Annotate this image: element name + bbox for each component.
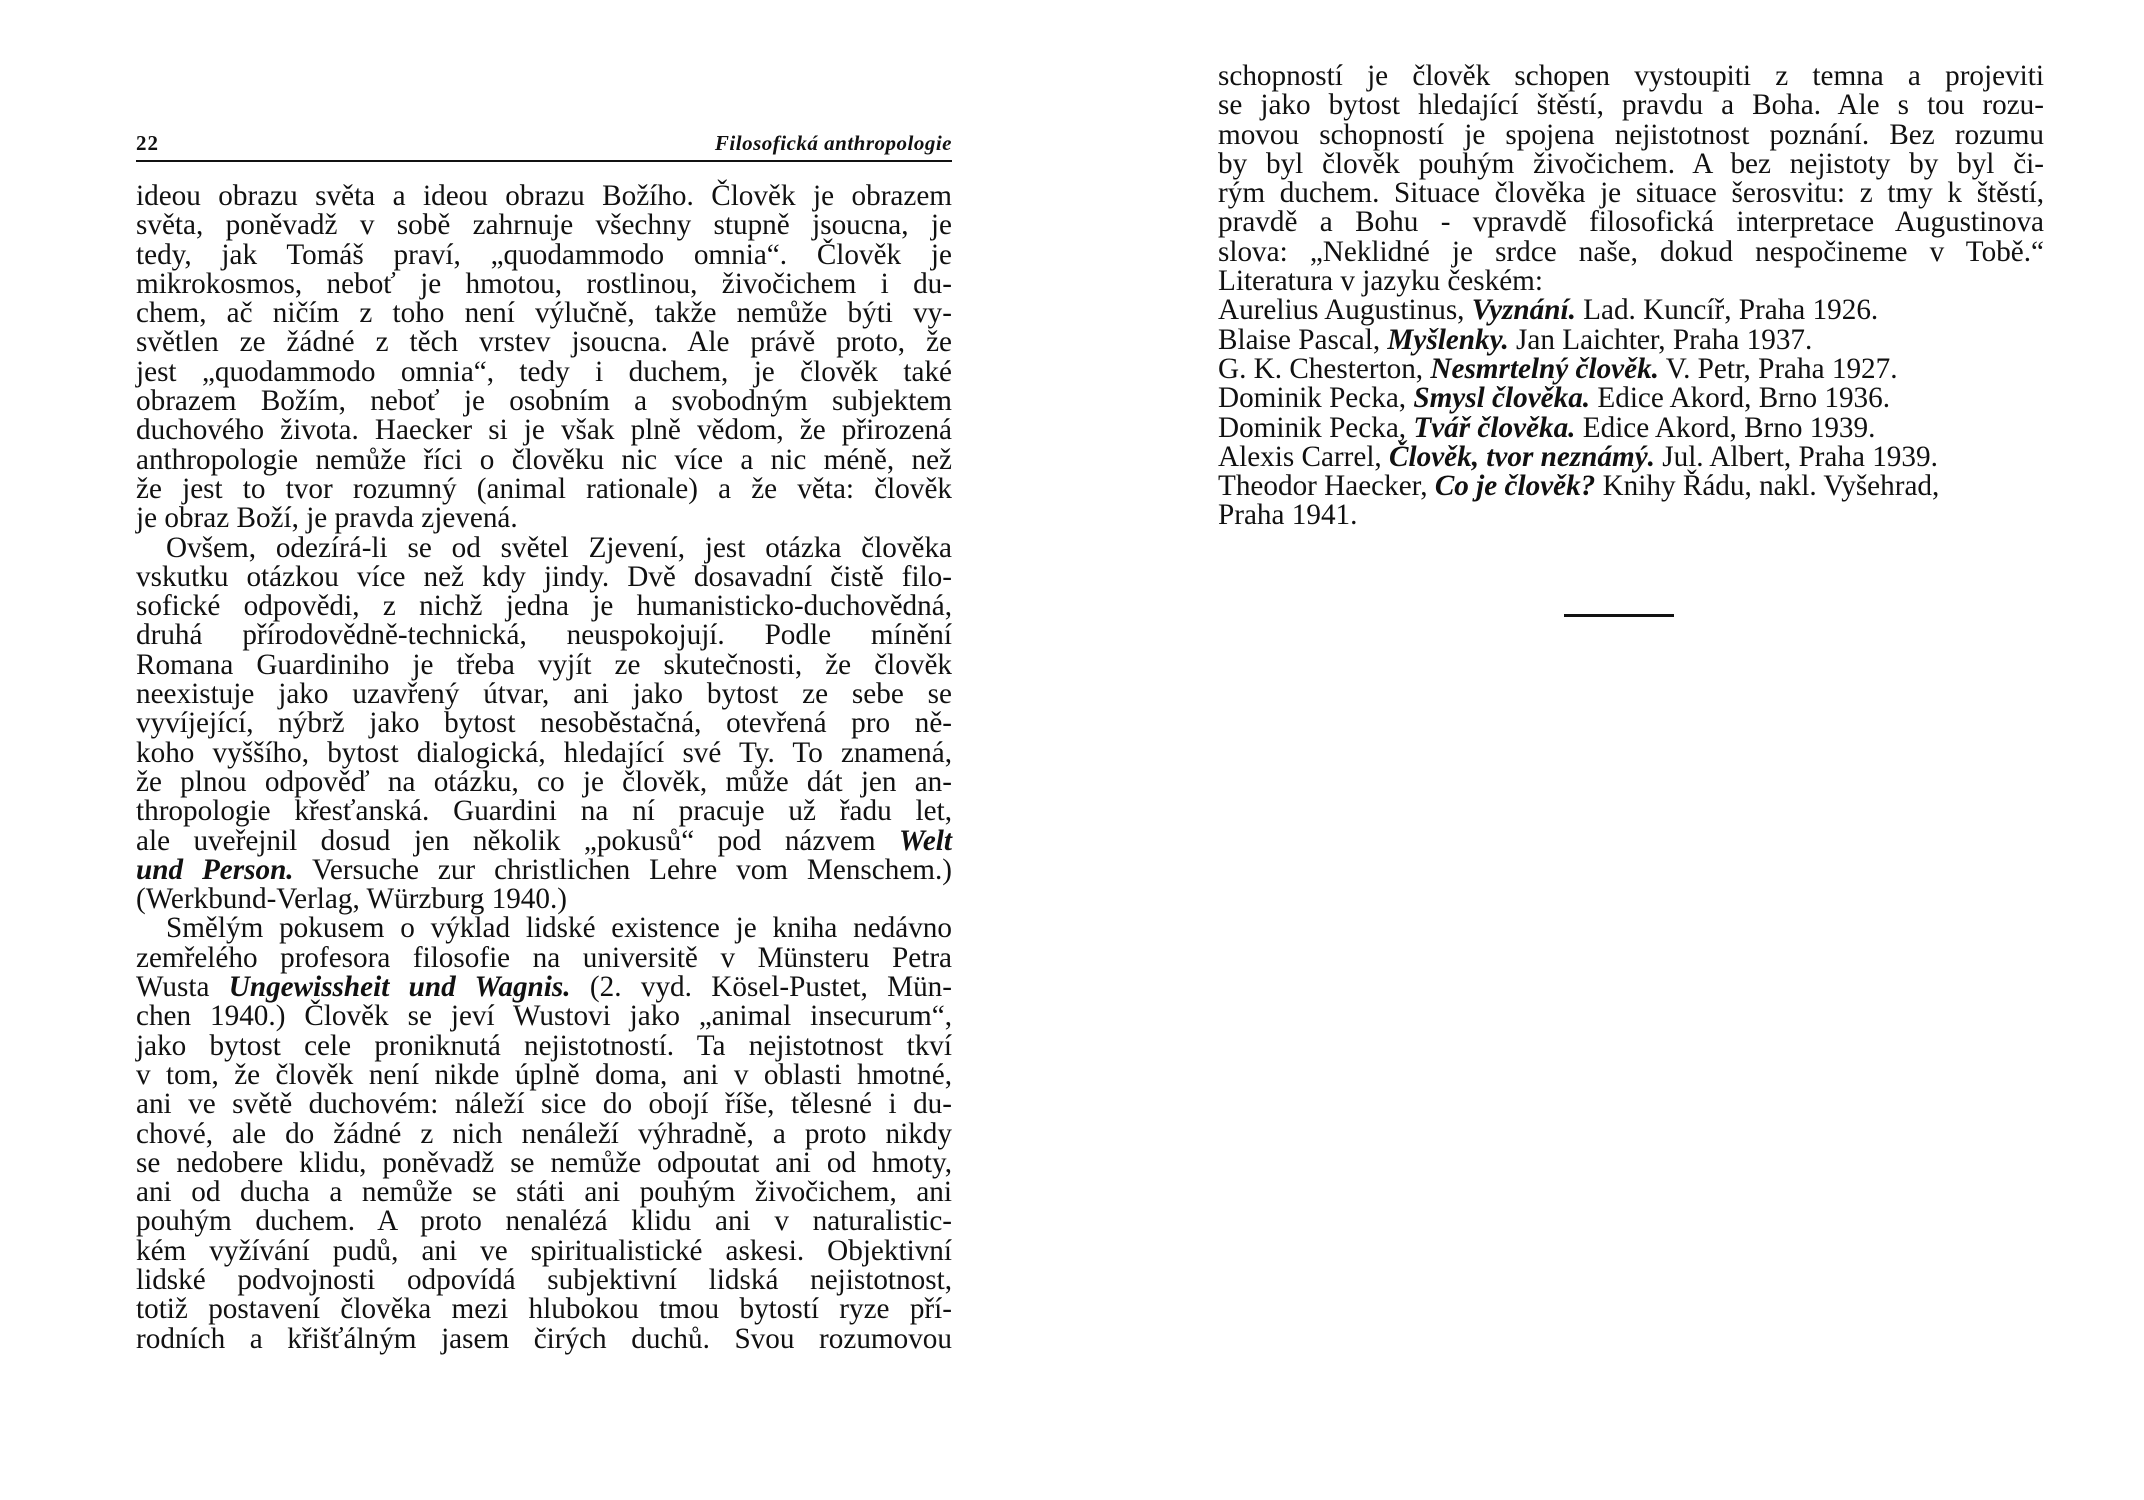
bibliography-entry: [1218, 411, 2044, 444]
bib-publisher: Lad. Kuncíř, Praha 1926.: [1575, 294, 1879, 327]
text-line: chem, ač ničím z toho není výlučně, takže nemůže býti vy-: [136, 297, 952, 330]
bib-publisher: Edice Akord, Brno 1936.: [1590, 382, 1891, 415]
bib-publisher: Jan Laichter, Praha 1937.: [1508, 323, 1813, 356]
text-line: tedy, jak Tomáš praví, „quodammodo omnia“. Člověk je: [136, 238, 952, 271]
text-line: druhá přírodovědně-technická, neuspokojují. Podle mínění: [136, 619, 952, 652]
text-line: že jest to tvor rozumný (animal rationale) a že věta: člověk: [136, 472, 952, 505]
text-line: vskutku otázkou více než kdy jindy. Dvě dosavadní čistě filo-: [136, 560, 952, 593]
bibliography-entry: [1218, 296, 2044, 325]
text-line: koho vyššího, bytost dialogická, hledající své Ty. To znamená,: [136, 736, 952, 769]
book-title-italic: Welt: [899, 824, 952, 857]
bibliography-entry: [1218, 440, 2044, 473]
bib-publisher: V. Petr, Praha 1927.: [1658, 352, 1898, 385]
text-line: Smělým pokusem o výklad lidské existence je kniha nedávno: [166, 912, 952, 945]
text-line: pouhým duchem. A proto nenalézá klidu ani v naturalistic-: [136, 1205, 952, 1238]
bib-author: Aurelius Augustinus,: [1218, 294, 1472, 327]
bib-publisher: Knihy Řádu, nakl. Vyšehrad,: [1595, 470, 1940, 503]
bib-title: Co je člověk?: [1434, 470, 1596, 503]
book-title-italic: Ungewissheit und Wagnis.: [228, 971, 571, 1004]
text-segment: Versuche zur christlichen Lehre vom Menschem.): [293, 853, 952, 886]
text-line: by byl člověk pouhým živočichem. A bez nejistoty by byl či-: [1218, 147, 2044, 180]
bib-author: Dominik Pecka,: [1218, 411, 1414, 444]
text-line: že plnou odpověď na otázku, co je člověk, může dát jen an-: [136, 765, 952, 798]
text-line: sofické odpovědi, z nichž jedna je humanisticko-duchovědná,: [136, 590, 952, 623]
text-line: slova: „Neklidné je srdce naše, dokud nespočineme v Tobě.“: [1218, 235, 2044, 268]
text-line: [136, 824, 952, 857]
bib-publisher: Edice Akord, Brno 1939.: [1575, 411, 1876, 444]
text-line: se jako bytost hledající štěstí, pravdu a Boha. Ale s tou rozu-: [1218, 89, 2044, 122]
right-page: [1072, 0, 2144, 1500]
text-line: [136, 853, 952, 886]
text-line: v tom, že člověk není nikde úplně doma, ani v oblasti hmotné,: [136, 1058, 952, 1091]
bib-title: Tvář člověka.: [1413, 411, 1576, 444]
text-line: anthropologie nemůže říci o člověku nic více a nic méně, než: [136, 443, 952, 476]
text-line: neexistuje jako uzavřený útvar, ani jako bytost ze sebe se: [136, 678, 952, 711]
bib-author: Alexis Carrel,: [1218, 440, 1390, 473]
bibliography-entry: [1218, 472, 2044, 501]
text-line: světlen ze žádné z těch vrstev jsoucna. Ale právě proto, že: [136, 326, 952, 359]
text-line: ideou obrazu světa a ideou obrazu Božího. Člověk je obrazem: [136, 180, 952, 212]
text-line: duchového života. Haecker si je však plně vědom, že přirozená: [136, 414, 952, 447]
text-line: thropologie křesťanská. Guardini na ní pracuje už řadu let,: [136, 795, 952, 828]
text-line: rým duchem. Situace člověka je situace šerosvitu: z tmy k štěstí,: [1218, 177, 2044, 210]
bibliography-list: [1218, 296, 2044, 530]
text-line: se nedobere klidu, poněvadž se nemůže odpoutat ani od hmoty,: [136, 1146, 952, 1179]
bib-publisher: Jul. Albert, Praha 1939.: [1654, 440, 1938, 473]
bib-title: Smysl člověka.: [1413, 382, 1591, 415]
text-line: Ovšem, odezírá-li se od světel Zjevení, jest otázka člověka: [166, 531, 952, 564]
text-line: (Werkbund-Verlag, Würzburg 1940.): [136, 883, 568, 916]
text-line: kém vyžívání pudů, ani ve spiritualistické askesi. Objektivní: [136, 1234, 952, 1267]
text-line: jako bytost cele proniknutá nejistotností. Ta nejistotnost tkví: [136, 1029, 952, 1062]
text-line: ani od ducha a nemůže se státi ani pouhým živočichem, ani: [136, 1176, 952, 1209]
bib-author: Theodor Haecker,: [1218, 470, 1435, 503]
bibliography-entry: Praha 1941.: [1218, 499, 1358, 532]
text-line: je obraz Boží, je pravda zjevená.: [136, 502, 518, 535]
page-number: 22: [136, 131, 159, 155]
text-line: [136, 973, 952, 1002]
book-title-italic: und Person.: [136, 853, 294, 886]
text-line: Romana Guardiniho je třeba vyjít ze skutečnosti, že člověk: [136, 648, 952, 681]
text-segment: ale uveřejnil dosud jen několik „pokusů“ pod názvem: [136, 824, 876, 857]
bib-title: Nesmrtelný člověk.: [1430, 352, 1659, 385]
bibliography-heading: Literatura v jazyku českém:: [1218, 265, 1543, 298]
bib-author: G. K. Chesterton,: [1218, 352, 1431, 385]
text-line: obrazem Božím, neboť je osobním a svobodným subjektem: [136, 385, 952, 418]
right-body-text: [1218, 62, 2044, 531]
text-line: mikrokosmos, neboť je hmotou, rostlinou, živočichem i du-: [136, 267, 952, 300]
bib-title: Člověk, tvor neznámý.: [1389, 440, 1655, 473]
text-line: světa, poněvadž v sobě zahrnuje všechny stupně jsoucna, je: [136, 209, 952, 242]
bibliography-entry: [1218, 352, 2044, 385]
bib-title: Vyznání.: [1471, 294, 1576, 327]
text-line: jest „quodammodo omnia“, tedy i duchem, je člověk také: [136, 355, 952, 388]
text-line: totiž postavení člověka mezi hlubokou tmou bytostí ryze pří-: [136, 1293, 952, 1326]
bibliography-entry: [1218, 384, 2044, 413]
text-line: chové, ale do žádné z nich nenáleží výhradně, a proto nikdy: [136, 1117, 952, 1150]
text-line: rodních a křišťálným jasem čirých duchů. Svou rozumovou: [136, 1322, 952, 1355]
running-head: [136, 126, 952, 162]
left-body-text: [136, 182, 952, 1354]
text-line: ani ve světě duchovém: náleží sice do obojí říše, tělesné i du-: [136, 1088, 952, 1121]
text-line: zemřelého profesora filosofie na universitě v Münsteru Petra: [136, 941, 952, 974]
bib-author: Blaise Pascal,: [1218, 323, 1388, 356]
text-segment: (2. vyd. Kösel-Pustet, Mün-: [570, 971, 952, 1004]
end-divider-rule: [1564, 614, 1674, 617]
text-line: pravdě a Bohu - vpravdě filosofická interpretace Augustinova: [1218, 206, 2044, 239]
text-line: lidské podvojnosti odpovídá subjektivní lidská nejistotnost,: [136, 1263, 952, 1296]
bibliography-entry: [1218, 323, 2044, 356]
running-title: Filosofická anthropologie: [714, 131, 952, 155]
bib-author: Dominik Pecka,: [1218, 382, 1414, 415]
text-line: schopností je člověk schopen vystoupiti z temna a projeviti: [1218, 60, 2044, 92]
bib-title: Myšlenky.: [1387, 323, 1509, 356]
text-line: chen 1940.) Člověk se jeví Wustovi jako „animal insecurum“,: [136, 1000, 952, 1033]
text-line: movou schopností je spojena nejistotnost poznání. Bez rozumu: [1218, 118, 2044, 151]
text-line: vyvíjející, nýbrž jako bytost nesoběstačná, otevřená pro ně-: [136, 707, 952, 740]
text-segment: Wusta: [136, 971, 210, 1004]
